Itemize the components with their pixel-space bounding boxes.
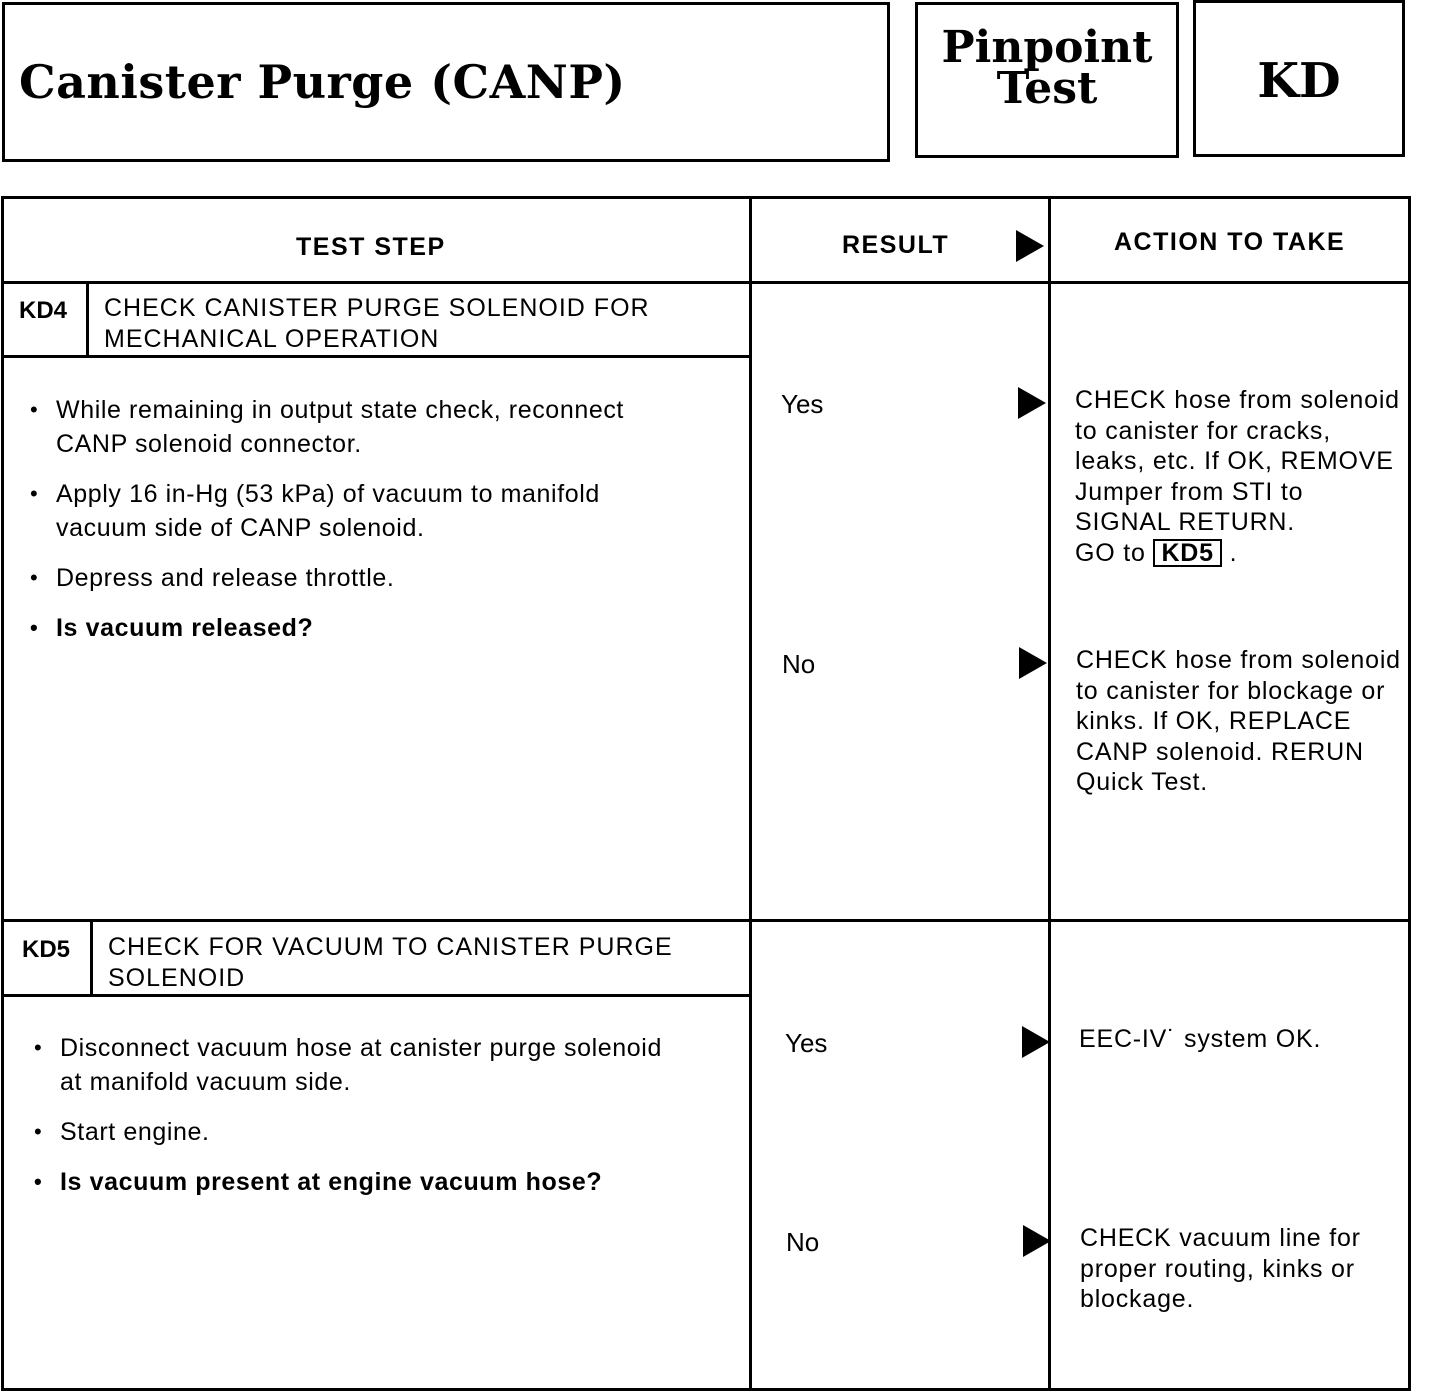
column-header-result: RESULT — [842, 231, 950, 259]
list-item: • While remaining in output state check, reconnect CANP solenoid connector. — [28, 393, 678, 461]
list-item: • Start engine. — [32, 1115, 682, 1149]
kd4-yes-arrow-icon — [1018, 387, 1046, 419]
kd4-title-divider — [4, 355, 750, 358]
kd4-action-yes-text: CHECK hose from solenoid to canister for cracks, leaks, etc. If OK, REMOVE Jumper from STI to SIGNAL RETURN. — [1075, 386, 1400, 536]
test-table — [1, 196, 1411, 1391]
step-title-kd4: CHECK CANISTER PURGE SOLENOID FOR MECHANICAL OPERATION — [104, 294, 650, 353]
column-divider-action — [1048, 199, 1051, 1388]
step-id-kd5: KD5 — [22, 936, 71, 963]
kd4-action-yes — [1075, 385, 1405, 568]
kd4-result-yes: Yes — [781, 389, 824, 419]
column-header-action: ACTION TO TAKE — [1114, 228, 1346, 256]
kd4-question: • Is vacuum released? — [28, 611, 678, 645]
kd4-id-divider — [86, 284, 89, 358]
pinpoint-line2: Test — [996, 63, 1098, 114]
kd5-result-no: No — [786, 1227, 820, 1257]
step-row-divider — [4, 919, 1408, 922]
kd5-action-no: CHECK vacuum line for proper routing, kinks or blockage. — [1080, 1224, 1361, 1313]
kd4-instructions — [28, 393, 678, 661]
list-item: • Apply 16 in-Hg (53 kPa) of vacuum to manifold vacuum side of CANP solenoid. — [28, 477, 678, 545]
kd5-instructions — [32, 1031, 682, 1215]
kd5-yes-arrow-icon — [1022, 1026, 1050, 1058]
kd5-title-divider — [4, 994, 750, 997]
pinpoint-line1: Pinpoint — [941, 22, 1153, 73]
kd4-action-no: CHECK hose from solenoid to canister for blockage or kinks. If OK, REPLACE CANP solenoid. RERUN Quick Test. — [1076, 646, 1401, 796]
header-row-divider — [4, 281, 1408, 284]
pinpoint-test-label — [918, 22, 1176, 114]
pinpoint-test-box — [915, 2, 1179, 158]
list-item: • Disconnect vacuum hose at canister purge solenoid at manifold vacuum side. — [32, 1031, 682, 1099]
kd5-question: • Is vacuum present at engine vacuum hose? — [32, 1165, 682, 1199]
step-id-kd4: KD4 — [19, 297, 68, 324]
title-box — [2, 2, 890, 162]
kd4-no-arrow-icon — [1019, 647, 1047, 679]
page-title: Canister Purge (CANP) — [19, 55, 626, 109]
column-header-test-step: TEST STEP — [296, 233, 446, 261]
result-arrow-icon — [1016, 230, 1044, 262]
kd5-result-yes: Yes — [785, 1028, 828, 1058]
goto-suffix: . — [1229, 538, 1238, 567]
list-item: • Depress and release throttle. — [28, 561, 678, 595]
kd4-result-no: No — [782, 649, 816, 679]
kd5-no-arrow-icon — [1023, 1225, 1051, 1257]
goto-kd5-link[interactable]: KD5 — [1153, 539, 1221, 567]
kd5-action-yes: EEC-IV˙ system OK. — [1079, 1025, 1322, 1053]
test-code: KD — [1257, 53, 1341, 109]
test-code-box — [1193, 0, 1405, 157]
step-title-kd5: CHECK FOR VACUUM TO CANISTER PURGE SOLENOID — [108, 933, 673, 992]
kd5-id-divider — [90, 922, 93, 997]
column-divider-result — [749, 199, 752, 1388]
goto-prefix: GO to — [1075, 538, 1146, 567]
